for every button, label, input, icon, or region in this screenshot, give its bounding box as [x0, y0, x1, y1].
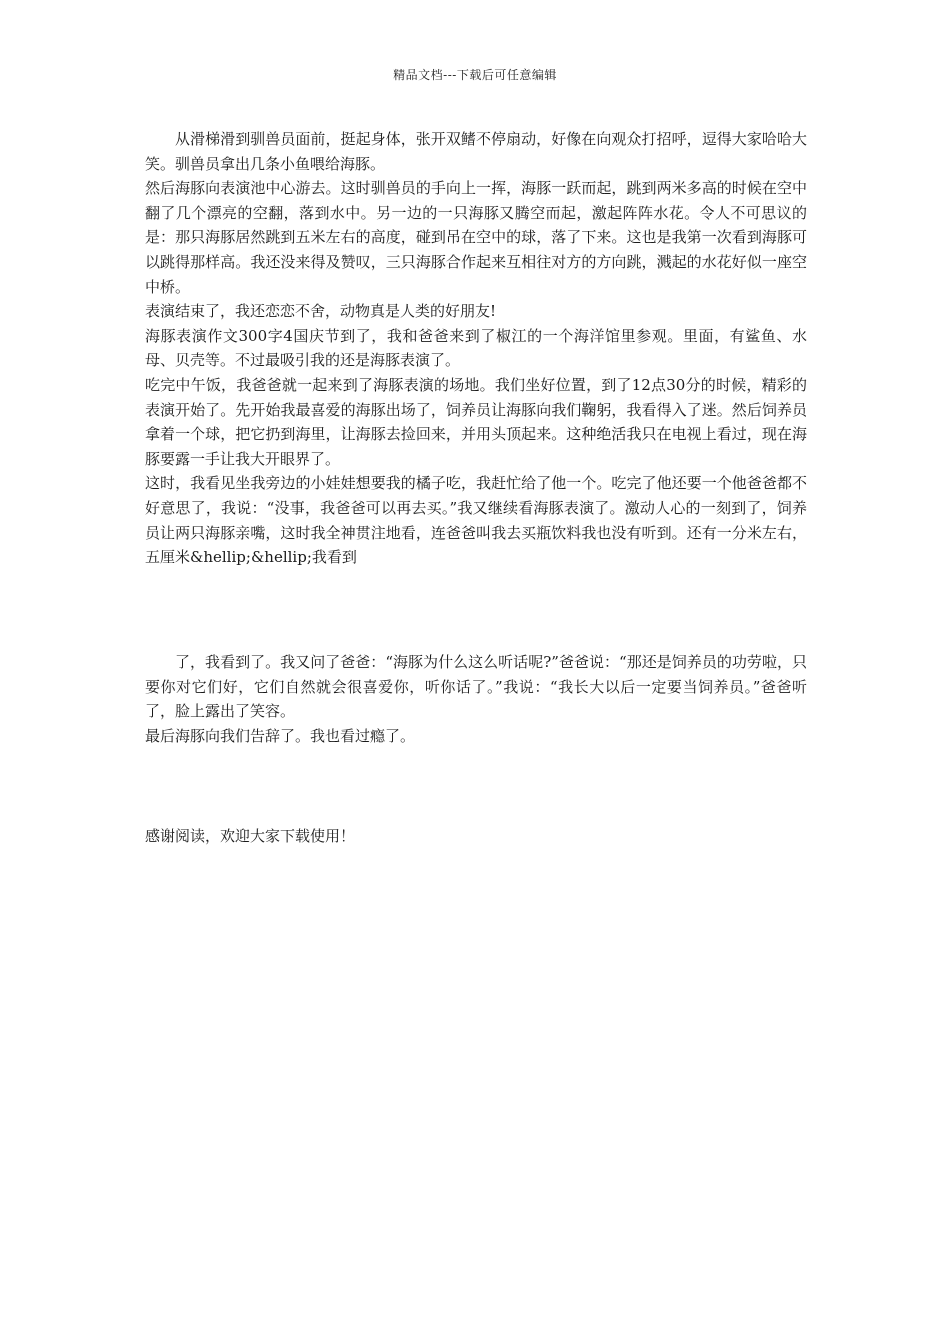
paragraph: 了，我看到了。我又问了爸爸：“海豚为什么这么听话呢?”爸爸说：“那还是饲养员的功劳啦，只要你对它们好，它们自然就会很喜爱你，听你话了。”我说：“我长大以后一定要当饲养员。”爸爸听了，脸上露出了笑容。	[145, 653, 807, 721]
paragraph: 表演结束了，我还恋恋不舍，动物真是人类的好朋友!	[145, 302, 497, 321]
paragraph: 这时，我看见坐我旁边的小娃娃想要我的橘子吃，我赶忙给了他一个。吃完了他还要一个他爸爸都不好意思了，我说：“没事，我爸爸可以再去买。”我又继续看海豚表演了。激动人心的一刻到了，饲养员让两只海豚亲嘴，这时我全神贯注地看，连爸爸叫我去买瓶饮料我也没有听到。还有一分米左右，五厘米&hellip;&hellip;我看到	[145, 474, 807, 567]
paragraph: 然后海豚向表演池中心游去。这时驯兽员的手向上一挥，海豚一跃而起，跳到两米多高的时候在空中翻了几个漂亮的空翻，落到水中。另一边的一只海豚又腾空而起，激起阵阵水花。令人不可思议的是：那只海豚居然跳到五米左右的高度，碰到吊在空中的球，落了下来。这也是我第一次看到海豚可以跳得那样高。我还没来得及赞叹，三只海豚合作起来互相往对方的方向跳，溅起的水花好似一座空中桥。	[145, 179, 807, 296]
page-header: 精品文档---下载后可任意编辑	[393, 68, 557, 82]
closing-note: 感谢阅读，欢迎大家下载使用！	[145, 827, 356, 845]
paragraph: 吃完中午饭，我爸爸就一起来到了海豚表演的场地。我们坐好位置，到了12点30分的时候，精彩的表演开始了。先开始我最喜爱的海豚出场了，饲养员让海豚向我们鞠躬，我看得入了迷。然后饲养员拿着一个球，把它扔到海里，让海豚去捡回来，并用头顶起来。这种绝活我只在电视上看过，现在海豚要露一手让我大开眼界了。	[145, 375, 807, 468]
text-block-1	[145, 127, 807, 570]
paragraph: 海豚表演作文300字4国庆节到了，我和爸爸来到了椒江的一个海洋馆里参观。里面，有鲨鱼、水母、贝壳等。不过最吸引我的还是海豚表演了。	[145, 326, 807, 370]
paragraph: 从滑梯滑到驯兽员面前，挺起身体，张开双鳍不停扇动，好像在向观众打招呼，逗得大家哈哈大笑。驯兽员拿出几条小鱼喂给海豚。	[145, 130, 807, 173]
text-block-2	[145, 650, 807, 748]
paragraph: 最后海豚向我们告辞了。我也看过瘾了。	[145, 726, 416, 745]
